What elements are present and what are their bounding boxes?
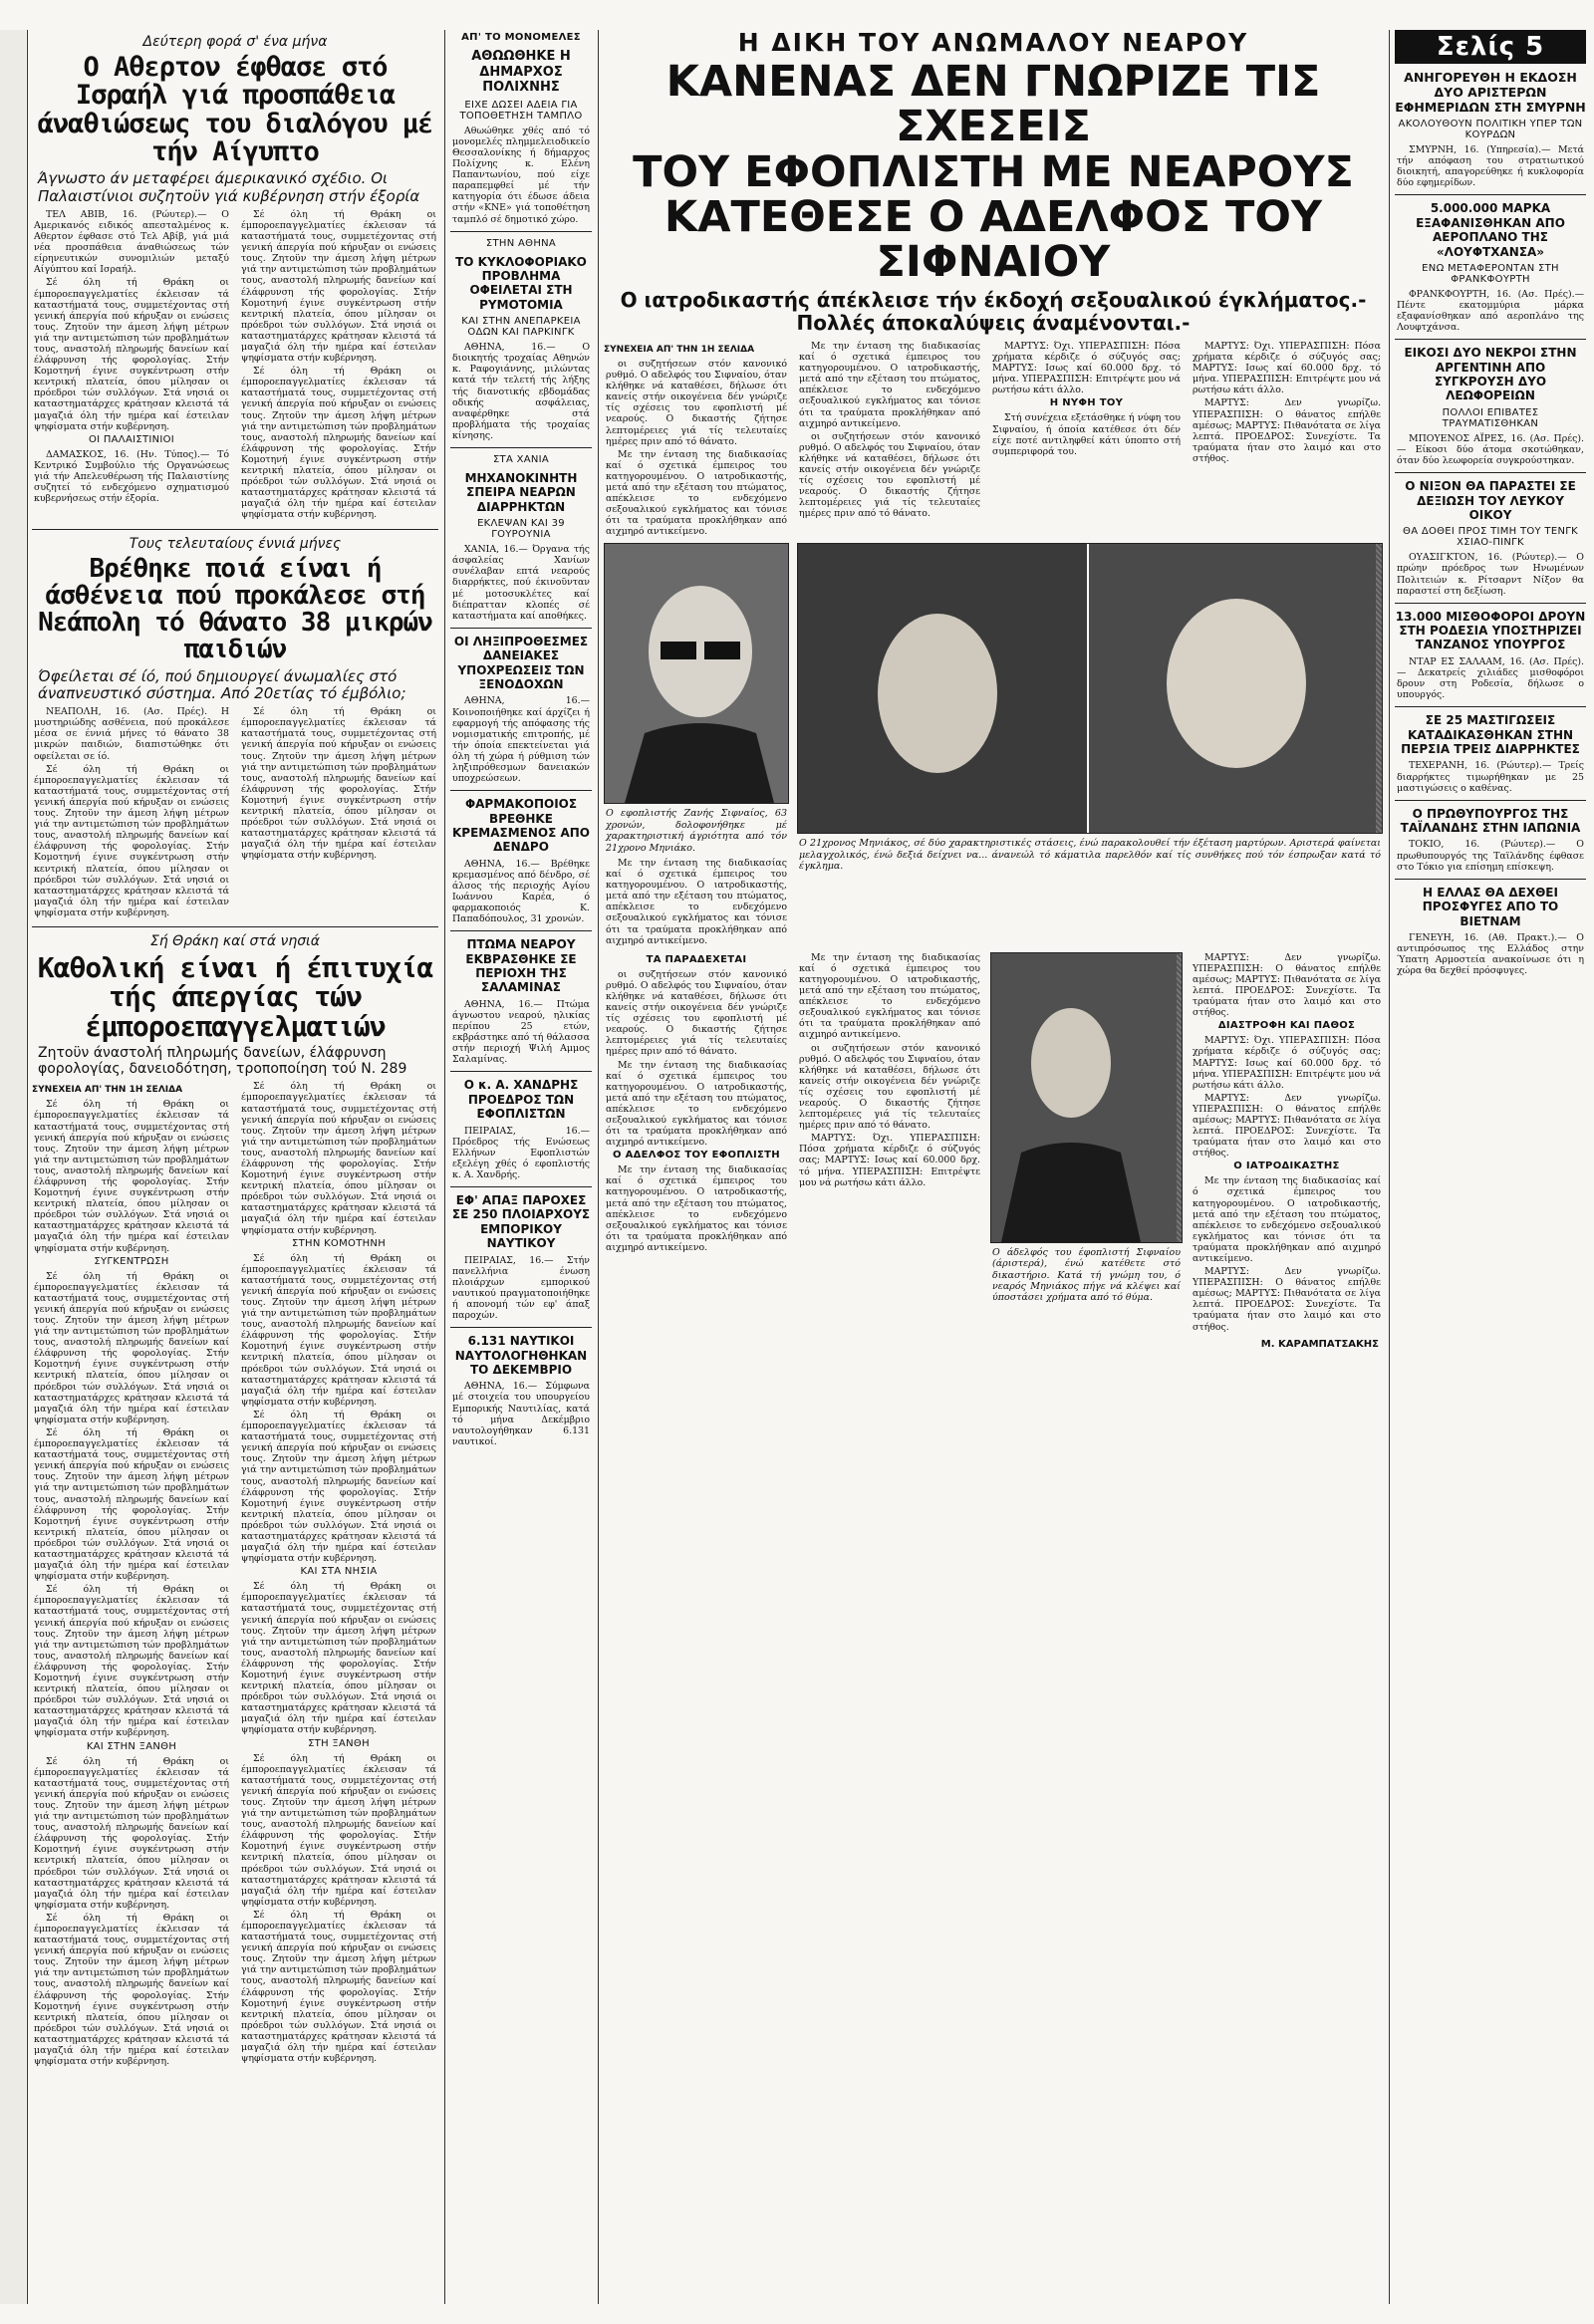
article-body: Σέ όλη τή Θράκη οι έμποροεπαγγελματίες έκλεισαν τά καταστήματά τους, συμμετέχοντας στή γενική άπεργία πού κήρυξαν οι ενώσεις τους. Ζητοϋν την άμεση λήψη μέτρων γιά την αντιμετώπιση τών προβλημάτων τους, αναστολή πληρωμής δανείων καί έλάφρυνση τής φορολογίας. Στήν Κομοτηνή έγινε συγκέντρωση στήν κεντρική πλατεία, όπου μίλησαν οι πρόεδροι τών συλλόγων. Στά νησιά οι καταστηματάρχες κράτησαν κλειστά τά μαγαζιά όλη τήν ημέρα καί έστειλαν ψηφίσματα στήν κυβέρνηση. — [241, 1581, 436, 1736]
column-4 — [1395, 30, 1586, 2304]
section-rule — [450, 1186, 592, 1187]
article-body: ΜΑΡΤΥΣ: Όχι. ΥΠΕΡΑΣΠΙΣΗ: Πόσα χρήματα κέρδιζε ό σύζυγός σας; ΜΑΡΤΥΣ: Ισως καί 60.000 δρχ. τό μήνα. ΥΠΕΡΑΣΠΙΣΗ: Επιτρέψτε μου νά ρωτήσω κάτι άλλο. ΜΑΡΤΥΣ: Δεν γνωρίζω. ΥΠΕΡΑΣΠΙΣΗ: Ο θάνατος επήλθε αμέσως; ΜΑΡΤΥΣ: Πιθανότατα σε λίγα λεπτά. ΠΡΟΕΔΡΟΣ: Συνεχίστε. Τα τραύματα ήταν στο λαιμό και στο στήθος. — [1193, 340, 1381, 464]
article-body: Με την ένταση της διαδικασίας καί ό σχετικά έμπειρος του κατηγορουμένου. Ο ιατροδικαστής, μετά από την εξέταση του πτώματος, απέκλεισε το ενδεχόμενο σεξουαλικού εγκλήματος και τόνισε ότι τα τραύματα προκλήθηκαν από αιχμηρό αντικείμενο. — [606, 858, 787, 946]
article-body: ΜΑΡΤΥΣ: Όχι. ΥΠΕΡΑΣΠΙΣΗ: Πόσα χρήματα κέρδιζε ό σύζυγός σας; ΜΑΡΤΥΣ: Ισως καί 60.000 δρχ. τό μήνα. ΥΠΕΡΑΣΠΙΣΗ: Επιτρέψτε μου νά ρωτήσω κάτι άλλο. ΜΑΡΤΥΣ: Δεν γνωρίζω. ΥΠΕΡΑΣΠΙΣΗ: Ο θάνατος επήλθε αμέσως; ΜΑΡΤΥΣ: Πιθανότατα σε λίγα λεπτά. ΠΡΟΕΔΡΟΣ: Συνεχίστε. Τα τραύματα ήταν στο λαιμό και στο στήθος. — [1193, 1035, 1381, 1160]
section-rule — [1395, 339, 1586, 340]
subhead: ΣΤΗΝ ΚΟΜΟΤΗΝΗ — [291, 1237, 387, 1249]
article-body: Αθωώθηκε χθές από τό μονομελές πλημμελειοδικείο Θεσσαλονίκης ή δήμαρχος Πολίχνης κ. Ελένη Παπαντωνίου, πού είχε παραπεμφθεί μέ τήν κατηγορία ότι έδωσε άδεια στήν «ΚΝΕ» γιά τοποθέτηση ταμπλό σέ δημοτικό χώρο. — [452, 125, 590, 225]
kicker: Δεύτερη φορά σ' ένα μήνα — [142, 34, 328, 50]
article-body: ΝΕΑΠΟΛΗ, 16. (Ασ. Πρές). Η μυστηριώδης ασθένεια, πού προκάλεσε μέσα σε έννιά μήνες τό θάνατο 38 μικρών παιδιών, διαπιστώθηκε ότι οφείλεται σε ίό. Σέ όλη τή Θράκη οι έμποροεπαγγελματίες έκλεισαν τά καταστήματά τους, συμμετέχοντας στή γενική άπεργία πού κήρυξαν οι ενώσεις τους. Ζητοϋν την άμεση λήψη μέτρων γιά την αντιμετώπιση τών προβλημάτων τους, αναστολή πληρωμής δανείων καί έλάφρυνση τής φορολογίας. Στήν Κομοτηνή έγινε συγκέντρωση στήν κεντρική πλατεία, όπου μίλησαν οι πρόεδροι τών συλλόγων. Στά νησιά οι καταστηματάρχες κράτησαν κλειστά τά μαγαζιά όλη τήν ημέρα καί έστειλαν ψηφίσματα στήν κυβέρνηση. — [34, 706, 229, 918]
article-body: ΠΕΙΡΑΙΑΣ, 16.— Στήν πανελλήνια ένωση πλοιάρχων εμπορικού ναυτικού πραγματοποιήθηκε ή απονομή τών εφ' άπαξ παροχών. — [452, 1254, 590, 1322]
section-rule — [450, 1071, 592, 1072]
kicker: Τους τελευταίους έννιά μήνες — [129, 535, 342, 552]
subhead: ΤΑ ΠΑΡΑΔΕΧΕΤΑΙ — [646, 953, 747, 965]
article-body: Σέ όλη τή Θράκη οι έμποροεπαγγελματίες έκλεισαν τά καταστήματά τους, συμμετέχοντας στή γενική άπεργία πού κήρυξαν οι ενώσεις τους. Ζητοϋν την άμεση λήψη μέτρων γιά την αντιμετώπιση τών προβλημάτων τους, αναστολή πληρωμής δανείων καί έλάφρυνση τής φορολογίας. Στήν Κομοτηνή έγινε συγκέντρωση στήν κεντρική πλατεία, όπου μίλησαν οι πρόεδροι τών συλλόγων. Στά νησιά οι καταστηματάρχες κράτησαν κλειστά τά μαγαζιά όλη τήν ημέρα καί έστειλαν ψηφίσματα στήν κυβέρνηση. Σέ όλη τή Θράκη οι έμποροεπαγγελματίες έκλεισαν τά καταστήματά τους, συμμετέχοντας στή γενική άπεργία πού κήρυξαν οι ενώσεις τους. Ζητοϋν την άμεση λήψη μέτρων γιά την αντιμετώπιση τών προβλημάτων τους, αναστολή πληρωμής δανείων καί έλάφρυνση τής φορολογίας. Στήν Κομοτηνή έγινε συγκέντρωση στήν κεντρική πλατεία, όπου μίλησαν οι πρόεδροι τών συλλόγων. Στά νησιά οι καταστηματάρχες κράτησαν κλειστά τά μαγαζιά όλη τήν ημέρα καί έστειλαν ψηφίσματα στήν κυβέρνηση. — [241, 208, 436, 521]
article-body: ΠΕΙΡΑΙΑΣ, 16.— Πρόεδρος τής Ενώσεως Ελλήνων Εφοπλιστών εξελέγη χθές ό εφοπλιστής κ. Α. Χανδρής. — [452, 1125, 590, 1180]
main-headline-line-3: ΚΑΤΕΘΕΣΕ Ο ΑΔΕΛΦΟΣ ΤΟΥ ΣΙΦΝΑΙΟΥ — [664, 191, 1323, 287]
article-body: Στή συνέχεια εξετάσθηκε ή νύφη του Σιφναίου, ή όποία κατέθεσε ότι δέν είχε ποτέ αντιληφθεί κάτι ύποπτο στή συμπεριφορά του. — [992, 412, 1181, 457]
article-body: ΦΡΑΝΚΦΟΥΡΤΗ, 16. (Ασ. Πρές).— Πέντε εκατομμύρια μάρκα εξαφανίσθηκαν από αεροπλάνο της Λουφτχάνσα. — [1397, 288, 1584, 334]
continued-marker: ΣΥΝΕΧΕΙΑ ΑΠ' ΤΗΝ 1Η ΣΕΛΙΔΑ — [32, 1085, 183, 1096]
photo-caption: Ο 21χρονος Μηνιάκος, σέ δύο χαρακτηριστικές στάσεις, ένώ παρακολουθεί τήν έξέταση μαρτύρων. Αριστερά φαίνεται μελαγχολικός, ένώ δεξιά δείχνει να... άνανεώλ τό κάματιλα παρελθόν καί τίς συνθήκες πού τόν έσπρωξαν κατά τό έγκλημα. — [799, 838, 1381, 873]
headline-argentina: ΕΙΚΟΣΙ ΔΥΟ ΝΕΚΡΟΙ ΣΤΗΝ ΑΡΓΕΝΤΙΝΗ ΑΠΟ ΣΥΓΚΡΟΥΣΗ ΔΥΟ ΛΕΩΦΟΡΕΙΩΝ — [1404, 346, 1577, 403]
article-body: ΑΘΗΝΑ, 16.— Βρέθηκε κρεμασμένος από δένδρο, σέ άλσος τής περιοχής Αγίου Ιωάννου Καρέα, ό φαρμακοποιός Κ. Παπαδόπουλος, 31 χρονών. — [452, 858, 590, 925]
section-rule — [32, 529, 438, 530]
headline-mayor: ΑΘΩΩΘΗΚΕ Η ΔΗΜΑΡΧΟΣ ΠΟΛΙΧΝΗΣ — [471, 49, 571, 96]
article-body: ΜΠΟΥΕΝΟΣ ΑΪΡΕΣ, 16. (Ασ. Πρές).— Είκοσι δύο άτομα σκοτώθηκαν, όταν δύο λεωφορεία συγκρούστηκαν. — [1397, 432, 1584, 467]
section-rule — [450, 628, 592, 629]
section-rule — [1395, 706, 1586, 707]
subhead: ΕΚΛΕΨΑΝ ΚΑΙ 39 ΓΟΥΡΟΥΝΙΑ — [477, 518, 565, 541]
overline: Η ΔΙΚΗ ΤΟΥ ΑΝΩΜΑΛΟΥ ΝΕΑΡΟΥ — [737, 30, 1249, 57]
section-rule — [32, 926, 438, 927]
section-rule — [1395, 603, 1586, 604]
article-body: Με την ένταση της διαδικασίας καί ό σχετικά έμπειρος του κατηγορουμένου. Ο ιατροδικαστής, μετά από την εξέταση του πτώματος, απέκλεισε το ενδεχόμενο σεξουαλικού εγκλήματος και τόνισε ότι τα τραύματα προκλήθηκαν από αιχμηρό αντικείμενο. ΜΑΡΤΥΣ: Δεν γνωρίζω. ΥΠΕΡΑΣΠΙΣΗ: Ο θάνατος επήλθε αμέσως; ΜΑΡΤΥΣ: Πιθανότατα σε λίγα λεπτά. ΠΡΟΕΔΡΟΣ: Συνεχίστε. Τα τραύματα ήταν στο λαιμό και στο στήθος. — [1193, 1175, 1381, 1333]
article-body: Σέ όλη τή Θράκη οι έμποροεπαγγελματίες έκλεισαν τά καταστήματά τους, συμμετέχοντας στή γενική άπεργία πού κήρυξαν οι ενώσεις τους. Ζητοϋν την άμεση λήψη μέτρων γιά την αντιμετώπιση τών προβλημάτων τους, αναστολή πληρωμής δανείων καί έλάφρυνση τής φορολογίας. Στήν Κομοτηνή έγινε συγκέντρωση στήν κεντρική πλατεία, όπου μίλησαν οι πρόεδροι τών συλλόγων. Στά νησιά οι καταστηματάρχες κράτησαν κλειστά τά μαγαζιά όλη τήν ημέρα καί έστειλαν ψηφίσματα στήν κυβέρνηση. — [241, 1081, 436, 1236]
photo-caption: Ο εφοπλιστής Ζανής Σιφναίος, 63 χρονών, δολοφονήθηκε μέ χαρακτηριστική άγριότητα από τόν 21χρονο Μηνιάκο. — [606, 808, 787, 854]
subhead: ΘΑ ΔΟΘΕΙ ΠΡΟΣ ΤΙΜΗ ΤΟΥ ΤΕΝΓΚ ΧΣΙΑΟ-ΠΙΝΓΚ — [1403, 526, 1578, 549]
section-rule — [450, 231, 592, 232]
section-rule — [1395, 194, 1586, 195]
headline-hoteliers: ΟΙ ΛΗΞΙΠΡΟΘΕΣΜΕΣ ΔΑΝΕΙΑΚΕΣ ΥΠΟΧΡΕΩΣΕΙΣ ΤΩΝ ΞΕΝΟΔΟΧΩΝ — [453, 634, 589, 692]
headline-naples: Βρέθηκε ποιά είναι ή άσθένεια πού προκάλεσε στή Νεάπολη τό θάνατο 38 μικρών παιδιών — [38, 553, 432, 665]
section-rule — [450, 790, 592, 791]
subhead: ΣΤΗ ΞΑΝΘΗ — [308, 1737, 370, 1749]
subhead: ΚΑΙ ΣΤΑ ΝΗΣΙΑ — [300, 1566, 378, 1578]
section-rule — [1395, 800, 1586, 801]
main-headline-line-1: ΚΑΝΕΝΑΣ ΔΕΝ ΓΝΩΡΙΖΕ ΤΙΣ ΣΧΕΣΕΙΣ — [665, 57, 1321, 152]
courtroom-image-1 — [798, 544, 1376, 833]
headline-strike: Καθολική είναι ή έπιτυχία τής άπεργίας τών έμποροεπαγγελματιών — [37, 950, 433, 1043]
deck-strike: Ζητοϋν άναστολή πληρωμής δανείων, έλάφρυνση φορολογίας, δανειοδότηση, τροποποίηση τού Ν. 289 — [38, 1045, 407, 1078]
kicker: Σή Θράκη καί στά νησιά — [149, 932, 321, 949]
courtroom-photo-1 — [797, 543, 1383, 834]
article-body: ΓΕΝΕΥΗ, 16. (Αθ. Πρακτ.).— Ο αντιπρόσωπος της Ελλάδος στην Ύπατη Αρμοστεία ανακοίνωσε ότι η χώρα θα δεχθεί πρόσφυγες. — [1397, 931, 1584, 977]
main-headline-line-2: ΤΟΥ ΕΦΟΠΛΙΣΤΗ ΜΕ ΝΕΑΡΟΥΣ — [633, 146, 1354, 197]
portrait-image — [605, 544, 789, 803]
headline-nixon: Ο ΝΙΞΟΝ ΘΑ ΠΑΡΑΣΤΕΙ ΣΕ ΔΕΞΙΩΣΗ ΤΟΥ ΛΕΥΚΟΥ ΟΙΚΟΥ — [1405, 479, 1576, 522]
page-number-banner: Σελίς 5 — [1395, 30, 1586, 64]
headline-traffic: ΤΟ ΚΥΚΛΟΦΟΡΙΑΚΟ ΠΡΟΒΛΗΜΑ ΟΦΕΙΛΕΤΑΙ ΣΤΗ ΡΥΜΟΤΟΜΙΑ — [455, 254, 587, 312]
column-1 — [32, 30, 438, 2304]
subhead: ΣΥΓΚΕΝΤΡΩΣΗ — [94, 1255, 169, 1267]
article-body: ΤΕΛ ΑΒΙΒ, 16. (Ρώυτερ).— Ο Αμερικανός ειδικός απεσταλμένος κ. Αθερτον έφθασε στό Τελ Αβίβ, γιά μιά νέα προσπάθεια άναθιώσεως τών είρηνευτικών συνομιλιών μεταξύ Αίγύπτου καί Ισραήλ. Σέ όλη τή Θράκη οι έμποροεπαγγελματίες έκλεισαν τά καταστήματά τους, συμμετέχοντας στή γενική άπεργία πού κήρυξαν οι ενώσεις τους. Ζητοϋν την άμεση λήψη μέτρων γιά την αντιμετώπιση τών προβλημάτων τους, αναστολή πληρωμής δανείων καί έλάφρυνση τής φορολογίας. Στήν Κομοτηνή έγινε συγκέντρωση στήν κεντρική πλατεία, όπου μίλησαν οι πρόεδροι τών συλλόγων. Στά νησιά οι καταστηματάρχες κράτησαν κλειστά τά μαγαζιά όλη τήν ημέρα καί έστειλαν ψηφίσματα στήν κυβέρνηση. — [34, 208, 229, 432]
article-body: ΔΑΜΑΣΚΟΣ, 16. (Ην. Τύπος).— Τό Κεντρικό Συμβούλιο τής Οργανώσεως γιά τήν Απελευθέρωση τής Παλαιστίνης συζητεί τό ενδεχόμενο σχηματισμού κυβερνήσεως στήν έξορία. — [34, 448, 229, 505]
section-rule — [1395, 472, 1586, 473]
article-body: ΤΕΧΕΡΑΝΗ, 16. (Ρώυτερ).— Τρείς διαρρήκτες τιμωρήθηκαν με 25 μαστιγώσεις ο καθένας. — [1397, 760, 1584, 794]
continued-marker: ΣΥΝΕΧΕΙΑ ΑΠ' ΤΗΝ 1Η ΣΕΛΙΔΑ — [604, 344, 755, 355]
article-body: ΑΘΗΝΑ, 16.— Κοινοποιήθηκε καί άρχίζει ή εφαρμογή τής απόφασης τής νομισματικής επιτροπής, μέ τήν όποία επεκτείνεται γιά όλη τή χώρα ή ρύθμιση τών ληξιπρόθεσμων δανειακών υποχρεώσεων. — [452, 695, 590, 785]
article-body: Σέ όλη τή Θράκη οι έμποροεπαγγελματίες έκλεισαν τά καταστήματά τους, συμμετέχοντας στή γενική άπεργία πού κήρυξαν οι ενώσεις τους. Ζητοϋν την άμεση λήψη μέτρων γιά την αντιμετώπιση τών προβλημάτων τους, αναστολή πληρωμής δανείων καί έλάφρυνση τής φορολογίας. Στήν Κομοτηνή έγινε συγκέντρωση στήν κεντρική πλατεία, όπου μίλησαν οι πρόεδροι τών συλλόγων. Στά νησιά οι καταστηματάρχες κράτησαν κλειστά τά μαγαζιά όλη τήν ημέρα καί έστειλαν ψηφίσματα στήν κυβέρνηση. Σέ όλη τή Θράκη οι έμποροεπαγγελματίες έκλεισαν τά καταστήματά τους, συμμετέχοντας στή γενική άπεργία πού κήρυξαν οι ενώσεις τους. Ζητοϋν την άμεση λήψη μέτρων γιά την αντιμετώπιση τών προβλημάτων τους, αναστολή πληρωμής δανείων καί έλάφρυνση τής φορολογίας. Στήν Κομοτηνή έγινε συγκέντρωση στήν κεντρική πλατεία, όπου μίλησαν οι πρόεδροι τών συλλόγων. Στά νησιά οι καταστηματάρχες κράτησαν κλειστά τά μαγαζιά όλη τήν ημέρα καί έστειλαν ψηφίσματα στήν κυβέρνηση. — [241, 1252, 436, 1565]
courtroom-photo-2 — [990, 952, 1183, 1243]
article-body: ΑΘΗΝΑ, 16.— Ο διοικητής τροχαίας Αθηνών κ. Ραφογιάννης, μιλώντας κατά τήν τελετή τής λήξης τής διανοτικής εβδομάδας οδικής ασφάλειας, αναφέρθηκε στά προβλήματα τής τροχαίας κίνησης. — [452, 342, 590, 441]
subhead: ΠΟΛΛΟΙ ΕΠΙΒΑΤΕΣ ΤΡΑΥΜΑΤΙΣΘΗΚΑΝ — [1442, 406, 1539, 429]
article-body: Σέ όλη τή Θράκη οι έμποροεπαγγελματίες έκλεισαν τά καταστήματά τους, συμμετέχοντας στή γενική άπεργία πού κήρυξαν οι ενώσεις τους. Ζητοϋν την άμεση λήψη μέτρων γιά την αντιμετώπιση τών προβλημάτων τους, αναστολή πληρωμής δανείων καί έλάφρυνση τής φορολογίας. Στήν Κομοτηνή έγινε συγκέντρωση στήν κεντρική πλατεία, όπου μίλησαν οι πρόεδροι τών συλλόγων. Στά νησιά οι καταστηματάρχες κράτησαν κλειστά τά μαγαζιά όλη τήν ημέρα καί έστειλαν ψηφίσματα στήν κυβέρνηση. Σέ όλη τή Θράκη οι έμποροεπαγγελματίες έκλεισαν τά καταστήματά τους, συμμετέχοντας στή γενική άπεργία πού κήρυξαν οι ενώσεις τους. Ζητοϋν την άμεση λήψη μέτρων γιά την αντιμετώπιση τών προβλημάτων τους, αναστολή πληρωμής δανείων καί έλάφρυνση τής φορολογίας. Στήν Κομοτηνή έγινε συγκέντρωση στήν κεντρική πλατεία, όπου μίλησαν οι πρόεδροι τών συλλόγων. Στά νησιά οι καταστηματάρχες κράτησαν κλειστά τά μαγαζιά όλη τήν ημέρα καί έστειλαν ψηφίσματα στήν κυβέρνηση. — [34, 1755, 229, 2068]
article-body: ΜΑΡΤΥΣ: Δεν γνωρίζω. ΥΠΕΡΑΣΠΙΣΗ: Ο θάνατος επήλθε αμέσως; ΜΑΡΤΥΣ: Πιθανότατα σε λίγα λεπτά. ΠΡΟΕΔΡΟΣ: Συνεχίστε. Τα τραύματα ήταν στο λαιμό και στο στήθος. — [1193, 951, 1381, 1019]
subhead: ΑΚΟΛΟΥΘΟΥΝ ΠΟΛΙΤΙΚΗ ΥΠΕΡ ΤΩΝ ΚΟΥΡΔΩΝ — [1398, 119, 1583, 140]
headline-chandris: Ο κ. Α. ΧΑΝΔΡΗΣ ΠΡΟΕΔΡΟΣ ΤΩΝ ΕΦΟΠΛΙΣΤΩΝ — [463, 1078, 579, 1122]
article-body: ΟΥΑΣΙΓΚΤΟΝ, 16. (Ρώυτερ).— Ο πρώην πρόεδρος των Ηνωμένων Πολιτειών κ. Ρίτσαρντ Νίξον θα παραστεί στη δεξίωση. — [1397, 552, 1584, 597]
portrait-photo-sifnaios — [604, 543, 789, 804]
subhead: Η ΝΥΦΗ ΤΟΥ — [1049, 397, 1124, 409]
main-story — [604, 30, 1383, 2304]
article-body: ΧΑΝΙΑ, 16.— Όργανα τής άσφαλείας Χανίων συνέλαβαν επτά νεαρούς διαρρήκτες, πού έκινοϋνταν μέ μοτοσυκλέτες καί διέπρατταν κλοπές σέ καταστήματα καί αποθήκες. — [452, 544, 590, 622]
byline-signature: Μ. ΚΑΡΑΜΠΑΤΣΑΚΗΣ — [1260, 1338, 1379, 1350]
article-body: Σέ όλη τή Θράκη οι έμποροεπαγγελματίες έκλεισαν τά καταστήματά τους, συμμετέχοντας στή γενική άπεργία πού κήρυξαν οι ενώσεις τους. Ζητοϋν την άμεση λήψη μέτρων γιά την αντιμετώπιση τών προβλημάτων τους, αναστολή πληρωμής δανείων καί έλάφρυνση τής φορολογίας. Στήν Κομοτηνή έγινε συγκέντρωση στήν κεντρική πλατεία, όπου μίλησαν οι πρόεδροι τών συλλόγων. Στά νησιά οι καταστηματάρχες κράτησαν κλειστά τά μαγαζιά όλη τήν ημέρα καί έστειλαν ψηφίσματα στήν κυβέρνηση. Σέ όλη τή Θράκη οι έμποροεπαγγελματίες έκλεισαν τά καταστήματά τους, συμμετέχοντας στή γενική άπεργία πού κήρυξαν οι ενώσεις τους. Ζητοϋν την άμεση λήψη μέτρων γιά την αντιμετώπιση τών προβλημάτων τους, αναστολή πληρωμής δανείων καί έλάφρυνση τής φορολογίας. Στήν Κομοτηνή έγινε συγκέντρωση στήν κεντρική πλατεία, όπου μίλησαν οι πρόεδροι τών συλλόγων. Στά νησιά οι καταστηματάρχες κράτησαν κλειστά τά μαγαζιά όλη τήν ημέρα καί έστειλαν ψηφίσματα στήν κυβέρνηση. Σέ όλη τή Θράκη οι έμποροεπαγγελματίες έκλεισαν τά καταστήματά τους, συμμετέχοντας στή γενική άπεργία πού κήρυξαν οι ενώσεις τους. Ζητοϋν την άμεση λήψη μέτρων γιά την αντιμετώπιση τών προβλημάτων τους, αναστολή πληρωμής δανείων καί έλάφρυνση τής φορολογίας. Στήν Κομοτηνή έγινε συγκέντρωση στήν κεντρική πλατεία, όπου μίλησαν οι πρόεδροι τών συλλόγων. Στά νησιά οι καταστηματάρχες κράτησαν κλειστά τά μαγαζιά όλη τήν ημέρα καί έστειλαν ψηφίσματα στήν κυβέρνηση. — [34, 1270, 229, 1739]
headline-thailand: Ο ΠΡΩΘΥΠΟΥΡΓΟΣ ΤΗΣ ΤΑΪΛΑΝΔΗΣ ΣΤΗΝ ΙΑΠΩΝΙΑ — [1400, 806, 1581, 836]
main-deck: Ο ιατροδικαστής άπέκλεισε τήν έκδοχή σεξουαλικού έγκλήματος.- Πολλές άποκαλύψεις άναμένονται.- — [620, 287, 1367, 335]
article-body: ΜΑΡΤΥΣ: Όχι. ΥΠΕΡΑΣΠΙΣΗ: Πόσα χρήματα κέρδιζε ό σύζυγός σας; ΜΑΡΤΥΣ: Ισως καί 60.000 δρχ. τό μήνα. ΥΠΕΡΑΣΠΙΣΗ: Επιτρέψτε μου νά ρωτήσω κάτι άλλο. — [992, 340, 1181, 396]
subhead: ΟΙ ΠΑΛΑΙΣΤΙΝΙΟΙ — [88, 433, 175, 445]
article-body: Σέ όλη τή Θράκη οι έμποροεπαγγελματίες έκλεισαν τά καταστήματά τους, συμμετέχοντας στή γενική άπεργία πού κήρυξαν οι ενώσεις τους. Ζητοϋν την άμεση λήψη μέτρων γιά την αντιμετώπιση τών προβλημάτων τους, αναστολή πληρωμής δανείων καί έλάφρυνση τής φορολογίας. Στήν Κομοτηνή έγινε συγκέντρωση στήν κεντρική πλατεία, όπου μίλησαν οι πρόεδροι τών συλλόγων. Στά νησιά οι καταστηματάρχες κράτησαν κλειστά τά μαγαζιά όλη τήν ημέρα καί έστειλαν ψηφίσματα στήν κυβέρνηση. — [34, 1099, 229, 1254]
headline-lufthansa: 5.000.000 ΜΑΡΚΑ ΕΞΑΦΑΝΙΣΘΗΚΑΝ ΑΠΟ ΑΕΡΟΠΛΑΝΟ ΤΗΣ «ΛΟΥΦΤΧΑΝΣΑ» — [1416, 201, 1565, 259]
clipped-edge-column — [0, 30, 26, 2304]
article-body: Σέ όλη τή Θράκη οι έμποροεπαγγελματίες έκλεισαν τά καταστήματά τους, συμμετέχοντας στή γενική άπεργία πού κήρυξαν οι ενώσεις τους. Ζητοϋν την άμεση λήψη μέτρων γιά την αντιμετώπιση τών προβλημάτων τους, αναστολή πληρωμής δανείων καί έλάφρυνση τής φορολογίας. Στήν Κομοτηνή έγινε συγκέντρωση στήν κεντρική πλατεία, όπου μίλησαν οι πρόεδροι τών συλλόγων. Στά νησιά οι καταστηματάρχες κράτησαν κλειστά τά μαγαζιά όλη τήν ημέρα καί έστειλαν ψηφίσματα στήν κυβέρνηση. — [241, 706, 436, 862]
article-body: ΤΟΚΙΟ, 16. (Ρώυτερ).— Ο πρωθυπουργός της Ταϊλάνδης έφθασε στο Τόκιο για επίσημη επίσκεψη. — [1397, 839, 1584, 873]
article-body: οι συζητήσεων στόν κανονικό ρυθμό. Ο αδελφός του Σιφναίου, όταν κλήθηκε νά καταθέσει, δήλωσε ότι κανείς στήν οικογένεια δέν γνώριζε τίς σχέσεις του εφοπλιστή μέ νεαρούς. Ο δικαστής ζήτησε λεπτομέρειες γιά τίς τελευταίες ημέρες πριν από τό θάνατο. Με την ένταση της διαδικασίας καί ό σχετικά έμπειρος του κατηγορουμένου. Ο ιατροδικαστής, μετά από την εξέταση του πτώματος, απέκλεισε το ενδεχόμενο σεξουαλικού εγκλήματος και τόνισε ότι τα τραύματα προκλήθηκαν από αιχμηρό αντικείμενο. — [606, 968, 787, 1149]
headline-atherton: Ο Αθερτον έφθασε στό Ισραήλ γιά προσπάθεια άναθιώσεως του διαλόγου μέ τήν Αίγυπτο — [37, 52, 433, 168]
subhead: Ο ΑΔΕΛΦΟΣ ΤΟΥ ΕΦΟΠΛΙΣΤΗ — [613, 1150, 780, 1162]
photo-caption: Ο άδελφός του έφοπλιστή Σιφναίου (άριστερά), ένώ κατέθετε στό δικαστήριο. Κατά τή γνώμη του, ό νεαρός Μηνιάκος πήγε νά κλέψει καί ύποστάσει χρήματα από τό θύμα. — [992, 1246, 1181, 1304]
article-body: ΑΘΗΝΑ, 16.— Σύμφωνα μέ στοιχεία του υπουργείου Εμπορικής Ναυτιλίας, κατά τό μήνα Δεκέμβριο ναυτολογήθηκαν 6.131 ναυτικοί. — [452, 1381, 590, 1447]
headline-captains: ΕΦ' ΑΠΑΞ ΠΑΡΟΧΕΣ ΣΕ 250 ΠΛΟΙΑΡΧΟΥΣ ΕΜΠΟΡΙΚΟΥ ΝΑΥΤΙΚΟΥ — [451, 1193, 591, 1251]
subhead: ΣΤΑ ΧΑΝΙΑ — [492, 454, 550, 466]
headline-vietnam: Η ΕΛΛΑΣ ΘΑ ΔΕΧΘΕΙ ΠΡΟΣΦΥΓΕΣ ΑΠΟ ΤΟ ΒΙΕΤΝΑΜ — [1422, 885, 1559, 928]
article-body: Σέ όλη τή Θράκη οι έμποροεπαγγελματίες έκλεισαν τά καταστήματά τους, συμμετέχοντας στή γενική άπεργία πού κήρυξαν οι ενώσεις τους. Ζητοϋν την άμεση λήψη μέτρων γιά την αντιμετώπιση τών προβλημάτων τους, αναστολή πληρωμής δανείων καί έλάφρυνση τής φορολογίας. Στήν Κομοτηνή έγινε συγκέντρωση στήν κεντρική πλατεία, όπου μίλησαν οι πρόεδροι τών συλλόγων. Στά νησιά οι καταστηματάρχες κράτησαν κλειστά τά μαγαζιά όλη τήν ημέρα καί έστειλαν ψηφίσματα στήν κυβέρνηση. Σέ όλη τή Θράκη οι έμποροεπαγγελματίες έκλεισαν τά καταστήματά τους, συμμετέχοντας στή γενική άπεργία πού κήρυξαν οι ενώσεις τους. Ζητοϋν την άμεση λήψη μέτρων γιά την αντιμετώπιση τών προβλημάτων τους, αναστολή πληρωμής δανείων καί έλάφρυνση τής φορολογίας. Στήν Κομοτηνή έγινε συγκέντρωση στήν κεντρική πλατεία, όπου μίλησαν οι πρόεδροι τών συλλόγων. Στά νησιά οι καταστηματάρχες κράτησαν κλειστά τά μαγαζιά όλη τήν ημέρα καί έστειλαν ψηφίσματα στήν κυβέρνηση. — [241, 1752, 436, 2065]
section-rule — [450, 447, 592, 448]
section-rule — [1395, 879, 1586, 880]
article-body: Με την ένταση της διαδικασίας καί ό σχετικά έμπειρος του κατηγορουμένου. Ο ιατροδικαστής, μετά από την εξέταση του πτώματος, απέκλεισε το ενδεχόμενο σεξουαλικού εγκλήματος και τόνισε ότι τα τραύματα προκλήθηκαν από αιχμηρό αντικείμενο. οι συζητήσεων στόν κανονικό ρυθμό. Ο αδελφός του Σιφναίου, όταν κλήθηκε νά καταθέσει, δήλωσε ότι κανείς στήν οικογένεια δέν γνώριζε τίς σχέσεις του εφοπλιστή μέ νεαρούς. Ο δικαστής ζήτησε λεπτομέρειες γιά τίς τελευταίες ημέρες πριν από τό θάνατο. — [799, 340, 980, 520]
kicker: ΑΠ' ΤΟ ΜΟΝΟΜΕΛΕΣ — [461, 32, 581, 43]
article-body: ΣΜΥΡΝΗ, 16. (Υπηρεσία).— Μετά τήν απόφαση του στρατιωτικού διοικητή, απαγορεύθηκε ή κυκλοφορία δύο εφημερίδων. — [1397, 144, 1584, 189]
subhead: ΣΤΗΝ ΑΘΗΝΑ — [485, 237, 557, 249]
subhead: ΔΙΑΣΤΡΟΦΗ ΚΑΙ ΠΑΘΟΣ — [1217, 1020, 1356, 1032]
section-rule — [450, 1327, 592, 1328]
headline-rhodesia: 13.000 ΜΙΣΘΟΦΟΡΟΙ ΔΡΟΥΝ ΣΤΗ ΡΟΔΕΣΙΑ ΥΠΟΣΤΗΡΙΖΕΙ ΤΑΝΖΑΝΟΣ ΥΠΟΥΡΓΟΣ — [1395, 609, 1586, 652]
deck-naples: Όφείλεται σέ ίό, πού δημιουργεί άνωμαλίες στό άναπνευστικό σύστημα. Από 20ετίας τό έμβόλιο; — [38, 666, 406, 702]
article-body: Με την ένταση της διαδικασίας καί ό σχετικά έμπειρος του κατηγορουμένου. Ο ιατροδικαστής, μετά από την εξέταση του πτώματος, απέκλεισε το ενδεχόμενο σεξουαλικού εγκλήματος και τόνισε ότι τα τραύματα προκλήθηκαν από αιχμηρό αντικείμενο. — [606, 1164, 787, 1253]
subhead: ΕΙΧΕ ΔΩΣΕΙ ΑΔΕΙΑ ΓΙΑ ΤΟΠΟΘΕΤΗΣΗ ΤΑΜΠΛΟ — [459, 99, 583, 122]
courtroom-image-2 — [991, 953, 1177, 1242]
article-body: ΝΤΑΡ ΕΣ ΣΑΛΑΑΜ, 16. (Ασ. Πρές).— Δεκατρείς χιλιάδες μισθοφόροι δρουν στη Ροδεσία, δήλωσε ο υπουργός. — [1397, 655, 1584, 701]
headline-salamina: ΠΤΩΜΑ ΝΕΑΡΟΥ ΕΚΒΡΑΣΘΗΚΕ ΣΕ ΠΕΡΙΟΧΗ ΤΗΣ ΣΑΛΑΜΙΝΑΣ — [465, 937, 577, 995]
column-rule — [598, 30, 599, 2304]
subhead: ΚΑΙ ΣΤΗΝ ΞΑΝΘΗ — [86, 1740, 177, 1752]
headline-persia: ΣΕ 25 ΜΑΣΤΙΓΩΣΕΙΣ ΚΑΤΑΔΙΚΑΣΘΗΚΑΝ ΣΤΗΝ ΠΕΡΣΙΑ ΤΡΕΙΣ ΔΙΑΡΡΗΚΤΕΣ — [1401, 713, 1580, 757]
headline-sailors: 6.131 ΝΑΥΤΙΚΟΙ ΝΑΥΤΟΛΟΓΗΘΗΚΑΝ ΤΟ ΔΕΚΕΜΒΡΙΟ — [454, 1334, 588, 1377]
deck-atherton: Άγνωστο άν μεταφέρει άμερικανικό σχέδιο. Οι Παλαιστίνιοι συζητοϋν γιά κυβέρνηση στήν έξορία — [38, 169, 420, 205]
column-rule — [444, 30, 445, 2304]
article-body: Με την ένταση της διαδικασίας καί ό σχετικά έμπειρος του κατηγορουμένου. Ο ιατροδικαστής, μετά από την εξέταση του πτώματος, απέκλεισε το ενδεχόμενο σεξουαλικού εγκλήματος και τόνισε ότι τα τραύματα προκλήθηκαν από αιχμηρό αντικείμενο. οι συζητήσεων στόν κανονικό ρυθμό. Ο αδελφός του Σιφναίου, όταν κλήθηκε νά καταθέσει, δήλωσε ότι κανείς στήν οικογένεια δέν γνώριζε τίς σχέσεις του εφοπλιστή μέ νεαρούς. Ο δικαστής ζήτησε λεπτομέρειες γιά τίς τελευταίες ημέρες πριν από τό θάνατο. ΜΑΡΤΥΣ: Όχι. ΥΠΕΡΑΣΠΙΣΗ: Πόσα χρήματα κέρδιζε ό σύζυγός σας; ΜΑΡΤΥΣ: Ισως καί 60.000 δρχ. τό μήνα. ΥΠΕΡΑΣΠΙΣΗ: Επιτρέψτε μου νά ρωτήσω κάτι άλλο. — [799, 951, 980, 1188]
article-body: οι συζητήσεων στόν κανονικό ρυθμό. Ο αδελφός του Σιφναίου, όταν κλήθηκε νά καταθέσει, δήλωσε ότι κανείς στήν οικογένεια δέν γνώριζε τίς σχέσεις του εφοπλιστή μέ νεαρούς. Ο δικαστής ζήτησε λεπτομέρειες γιά τίς τελευταίες ημέρες πριν από τό θάνατο. Με την ένταση της διαδικασίας καί ό σχετικά έμπειρος του κατηγορουμένου. Ο ιατροδικαστής, μετά από την εξέταση του πτώματος, απέκλεισε το ενδεχόμενο σεξουαλικού εγκλήματος και τόνισε ότι τα τραύματα προκλήθηκαν από αιχμηρό αντικείμενο. — [606, 358, 787, 538]
headline-smyrna: ΑΝΗΓΟΡΕΥΘΗ Η ΕΚΔΟΣΗ ΔΥΟ ΑΡΙΣΤΕΡΩΝ ΕΦΗΜΕΡΙΔΩΝ ΣΤΗ ΣΜΥΡΝΗ — [1395, 70, 1586, 115]
headline-pharmacist: ΦΑΡΜΑΚΟΠΟΙΟΣ ΒΡΕΘΗΚΕ ΚΡΕΜΑΣΜΕΝΟΣ ΑΠΟ ΔΕΝΔΡΟ — [451, 797, 590, 855]
section-rule — [450, 930, 592, 931]
article-body: ΑΘΗΝΑ, 16.— Πτώμα άγνωστου νεαρού, ηλικίας περίπου 25 ετών, εκβράστηκε από τή θάλασσα στήν περιοχή Ψιλή Αμμος Σαλαμίνας. — [452, 998, 590, 1066]
headline-chania: ΜΗΧΑΝΟΚΙΝΗΤΗ ΣΠΕΙΡΑ ΝΕΑΡΩΝ ΔΙΑΡΡΗΚΤΩΝ — [464, 471, 578, 514]
column-rule — [27, 30, 28, 2304]
column-2 — [450, 30, 592, 2304]
column-rule — [1389, 30, 1390, 2304]
subhead: Ο ΙΑΤΡΟΔΙΚΑΣΤΗΣ — [1233, 1161, 1340, 1172]
subhead: ΕΝΩ ΜΕΤΑΦΕΡΟΝΤΑΝ ΣΤΗ ΦΡΑΝΚΦΟΥΡΤΗ — [1422, 262, 1559, 285]
subhead: ΚΑΙ ΣΤΗΝ ΑΝΕΠΑΡΚΕΙΑ ΟΔΩΝ ΚΑΙ ΠΑΡΚΙΝΓΚ — [461, 316, 581, 339]
